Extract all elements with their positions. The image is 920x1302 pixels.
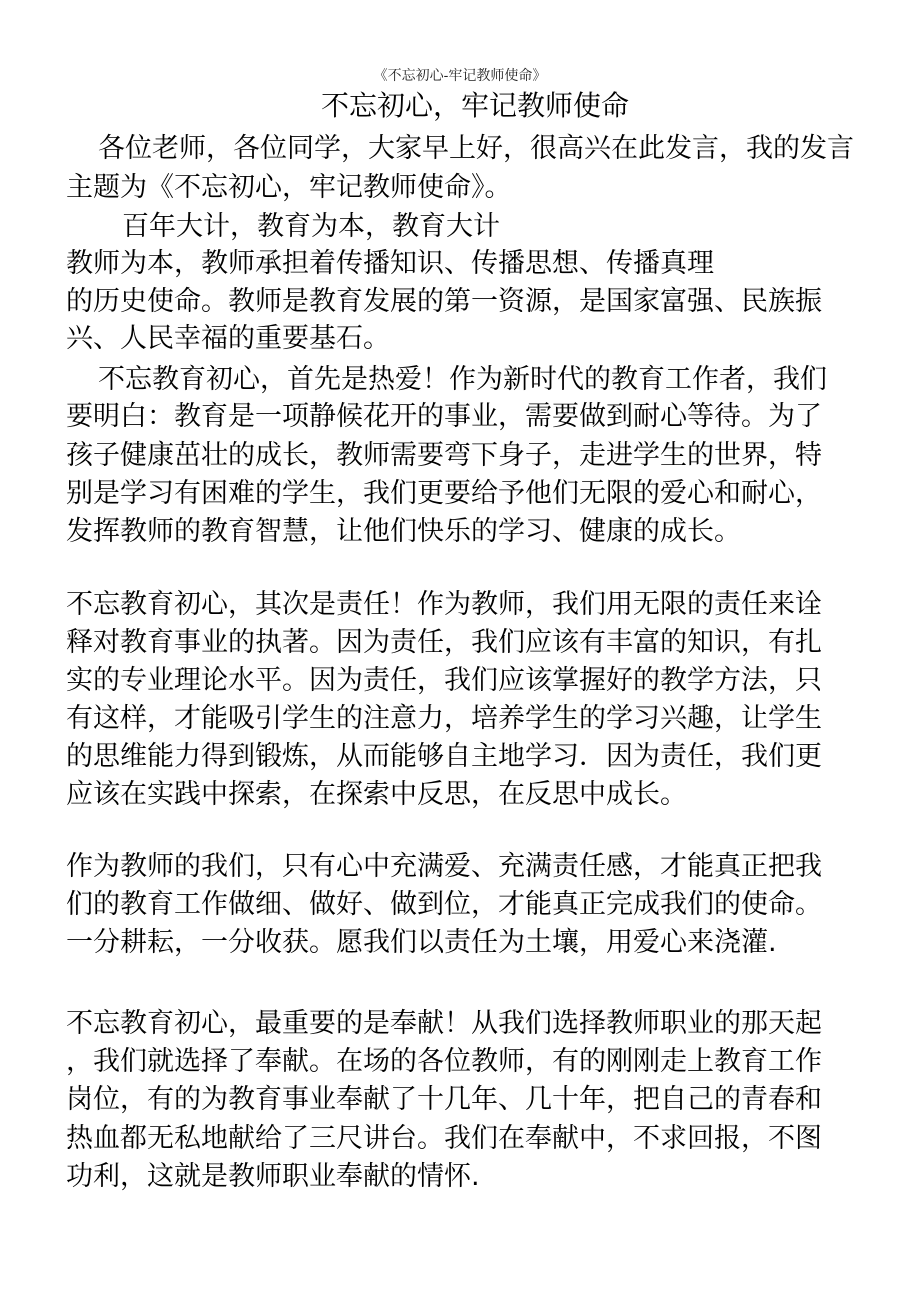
paragraph-line: 发挥教师的教育智慧，让他们快乐的学习、健康的成长。 — [66, 516, 741, 547]
paragraph-line: 孩子健康茁壮的成长，教师需要弯下身子，走进学生的世界，特 — [66, 440, 822, 471]
paragraph-line: 别是学习有困难的学生，我们更要给予他们无限的爱心和耐心， — [66, 478, 822, 509]
paragraph-line: 释对教育事业的执著。因为责任，我们应该有丰富的知识，有扎 — [66, 627, 822, 658]
paragraph-line: 应该在实践中探索，在探索中反思，在反思中成长。 — [66, 779, 687, 810]
paragraph-line: 一分耕耘，一分收获。愿我们以责任为土壤，用爱心来浇灌. — [66, 927, 777, 958]
paragraph-line: 热血都无私地献给了三尺讲台。我们在奉献中，不求回报，不图 — [66, 1123, 822, 1154]
paragraph-line: 实的专业理论水平。因为责任，我们应该掌握好的教学方法，只 — [66, 665, 822, 696]
paragraph-line: 要明白：教育是一项静候花开的事业，需要做到耐心等待。为了 — [66, 401, 822, 432]
paragraph-line: 主题为《不忘初心，牢记教师使命》。 — [66, 172, 512, 203]
paragraph-line: 有这样，才能吸引学生的注意力，培养学生的学习兴趣，让学生 — [66, 703, 822, 734]
running-header: 《不忘初心-牢记教师使命》 — [373, 68, 547, 84]
paragraph-line: 不忘教育初心，首先是热爱！作为新时代的教育工作者，我们 — [98, 364, 827, 395]
paragraph-line: 各位老师，各位同学，大家早上好，很高兴在此发言，我的发言 — [98, 133, 854, 164]
paragraph-line: 功利，这就是教师职业奉献的情怀. — [66, 1161, 480, 1192]
paragraph-line: 不忘教育初心，最重要的是奉献！从我们选择教师职业的那天起 — [66, 1008, 822, 1039]
paragraph-line: 兴、人民幸福的重要基石。 — [66, 323, 390, 354]
paragraph-line: 的思维能力得到锻炼，从而能够自主地学习．因为责任，我们更 — [66, 741, 822, 772]
paragraph-line: 的历史使命。教师是教育发展的第一资源，是国家富强、民族振 — [66, 286, 822, 317]
paragraph-line: 作为教师的我们，只有心中充满爱、充满责任感，才能真正把我 — [66, 851, 822, 882]
paragraph-line: 岗位，有的为教育事业奉献了十几年、几十年，把自己的青春和 — [66, 1084, 822, 1115]
paragraph-line: 们的教育工作做细、做好、做到位，才能真正完成我们的使命。 — [66, 889, 822, 920]
paragraph-line: 不忘教育初心，其次是责任！作为教师，我们用无限的责任来诠 — [66, 589, 822, 620]
paragraph-line: 教师为本，教师承担着传播知识、传播思想、传播真理 — [66, 248, 714, 279]
paragraph-line: 百年大计，教育为本，教育大计 — [122, 211, 500, 242]
paragraph-line: ，我们就选择了奉献。在场的各位教师，有的刚刚走上教育工作 — [66, 1046, 822, 1077]
document-title: 不忘初心，牢记教师使命 — [320, 89, 629, 122]
